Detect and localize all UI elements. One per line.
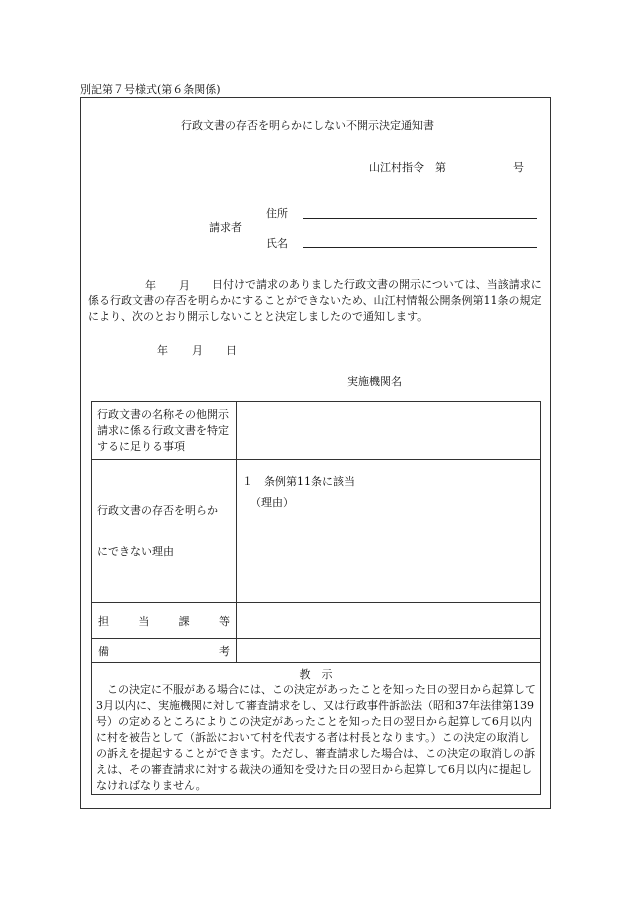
department-label-cell [92, 603, 237, 639]
issue-date-year: 年 [157, 344, 168, 357]
address-line [303, 218, 537, 219]
agency-name-label: 実施機関名 [347, 375, 402, 388]
notice-text: この決定に不服がある場合には、この決定があったことを知った日の翌日から起算して3月以内に、実施機関に対して審査請求をし、又は行政事件訴訟法（昭和37年法律第139号）の定めるところによりこの決定があったことを知った日の翌日から起算して6月以内に村を被告として（訴訟において村を代表する者は村長となります。）この決定の取消しの訴えを提起することができます。ただし、審査請求した場合は、この決定の取消しの訴えは、その審査請求に対する裁決の通知を受けた日の翌日から起算して6月以内に提起しなければなりません。 [96, 683, 536, 792]
notice-box [91, 662, 541, 795]
name-line [303, 247, 537, 248]
reason-article: １ 条例第11条に該当 [242, 475, 355, 488]
requester-label: 請求者 [209, 221, 242, 234]
request-date-month: 月 [179, 279, 190, 292]
form-label: 別記第７号様式(第６条関係) [80, 83, 221, 96]
department-label-char: 等 [218, 614, 230, 628]
reason-label-b: にできない理由 [97, 545, 174, 558]
document-name-value-cell [237, 402, 541, 460]
remarks-label-char: 考 [219, 644, 230, 658]
document-name-label-cell [92, 402, 237, 460]
remarks-label-cell [92, 639, 237, 663]
address-label: 住所 [266, 207, 288, 220]
reason-detail-label: （理由） [250, 496, 294, 509]
reason-value-cell [237, 460, 541, 603]
issue-date-day: 日 [226, 344, 237, 357]
reference-number-prefix: 山江村指令 第 [369, 161, 446, 174]
remarks-value-cell [237, 639, 541, 663]
decision-paragraph: 日付けで請求のありました行政文書の開示については、当該請求に係る行政文書の存否を明らかにすることができないため、山江村情報公開条例第11条の規定により、次のとおり開示しないことと決定しましたので通知します。 [88, 278, 542, 323]
department-label-char: 課 [178, 614, 190, 628]
notice-heading: 教 示 [299, 668, 333, 681]
issue-date-month: 月 [192, 344, 203, 357]
reason-label-cell [92, 460, 237, 603]
name-label: 氏名 [266, 237, 288, 250]
reason-label-a: 行政文書の存否を明らか [97, 504, 218, 517]
document-name-label: 行政文書の名称その他開示請求に係る行政文書を特定するに足りる事項 [97, 408, 229, 453]
reference-number-suffix: 号 [513, 161, 524, 174]
department-label-char: 当 [138, 614, 150, 628]
document-title: 行政文書の存否を明らかにしない不開示決定通知書 [181, 119, 434, 132]
department-label-char: 担 [98, 614, 109, 628]
remarks-label-char: 備 [98, 644, 109, 658]
department-value-cell [237, 603, 541, 639]
request-date-year: 年 [145, 279, 156, 292]
decision-table [91, 401, 541, 663]
